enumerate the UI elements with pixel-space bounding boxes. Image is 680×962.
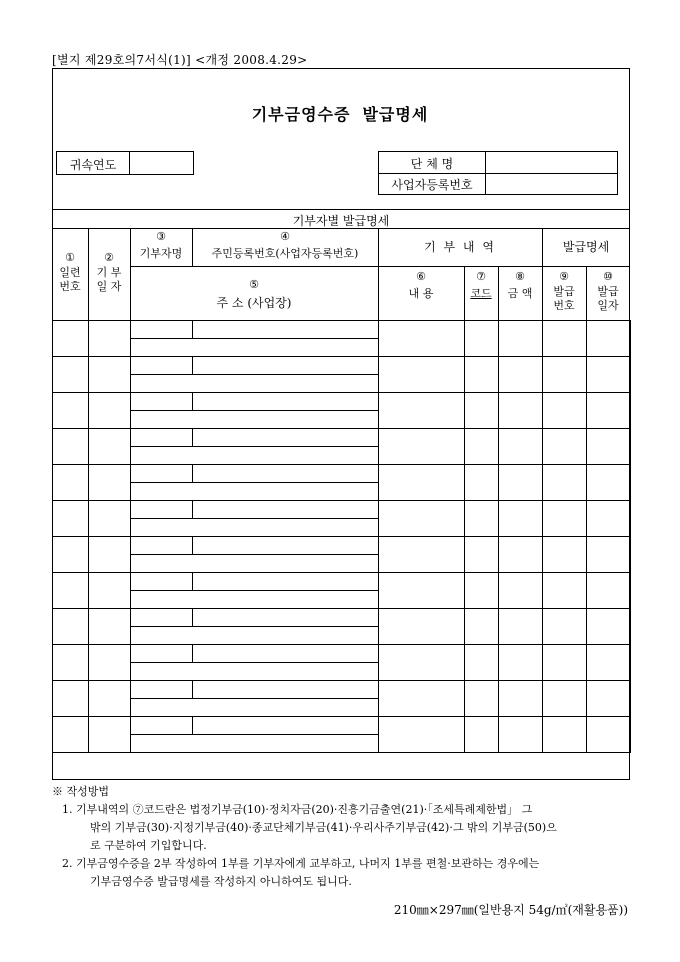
content-cell[interactable] xyxy=(379,321,465,357)
col10-num: ⑩ xyxy=(603,270,613,283)
amount-cell[interactable] xyxy=(499,429,543,465)
amount-cell[interactable] xyxy=(499,537,543,573)
issue-no-cell[interactable] xyxy=(543,357,587,393)
code-cell[interactable] xyxy=(465,321,499,357)
content-cell[interactable] xyxy=(379,717,465,753)
resident-no-cell[interactable] xyxy=(193,429,379,447)
serial-cell[interactable] xyxy=(53,717,89,753)
col5-label: 주 소 (사업장) xyxy=(216,296,292,310)
donor-name-cell[interactable] xyxy=(131,429,193,447)
donor-name-cell[interactable] xyxy=(131,501,193,519)
donation-date-cell[interactable] xyxy=(89,537,131,573)
table-row xyxy=(53,717,631,735)
issue-no-cell[interactable] xyxy=(543,645,587,681)
donation-date-cell[interactable] xyxy=(89,501,131,537)
serial-cell[interactable] xyxy=(53,357,89,393)
amount-cell[interactable] xyxy=(499,501,543,537)
amount-cell[interactable] xyxy=(499,321,543,357)
content-cell[interactable] xyxy=(379,645,465,681)
issue-date-cell[interactable] xyxy=(587,465,631,501)
donation-date-cell[interactable] xyxy=(89,357,131,393)
paper-spec: 210㎜×297㎜(일반용지 54g/㎡(재활용품)) xyxy=(393,903,628,917)
col4-label: 주민등록번호(사업자등록번호) xyxy=(211,247,359,260)
issue-date-cell[interactable] xyxy=(587,717,631,753)
donor-name-cell[interactable] xyxy=(131,321,193,339)
amount-cell[interactable] xyxy=(499,681,543,717)
serial-cell[interactable] xyxy=(53,681,89,717)
divider xyxy=(52,209,630,210)
content-cell[interactable] xyxy=(379,681,465,717)
divider xyxy=(52,228,630,229)
donation-date-cell[interactable] xyxy=(89,465,131,501)
address-cell[interactable] xyxy=(131,339,379,357)
resident-no-cell[interactable] xyxy=(193,645,379,663)
resident-no-cell[interactable] xyxy=(193,537,379,555)
address-cell[interactable] xyxy=(131,663,379,681)
year-input[interactable] xyxy=(130,152,193,174)
table-row xyxy=(53,321,631,339)
serial-cell[interactable] xyxy=(53,609,89,645)
instruction-2-line1: 2. 기부금영수증을 2부 작성하여 1부를 기부자에게 교부하고, 나머지 1부를 편철·보관하는 경우에는 xyxy=(62,857,540,870)
content-cell[interactable] xyxy=(379,357,465,393)
donor-name-cell[interactable] xyxy=(131,573,193,591)
table-row xyxy=(53,429,631,447)
amount-cell[interactable] xyxy=(499,465,543,501)
address-cell[interactable] xyxy=(131,375,379,393)
serial-cell[interactable] xyxy=(53,537,89,573)
content-cell[interactable] xyxy=(379,393,465,429)
code-cell[interactable] xyxy=(465,501,499,537)
issue-no-cell[interactable] xyxy=(543,681,587,717)
data-table xyxy=(52,320,631,753)
address-cell[interactable] xyxy=(131,483,379,501)
group-info-box xyxy=(378,151,618,195)
col9-label: 발급 번호 xyxy=(553,285,575,312)
issue-date-cell[interactable] xyxy=(587,645,631,681)
code-cell[interactable] xyxy=(465,645,499,681)
content-cell[interactable] xyxy=(379,609,465,645)
donation-date-cell[interactable] xyxy=(89,717,131,753)
issue-date-cell[interactable] xyxy=(587,537,631,573)
title-part2: 발급명세 xyxy=(362,105,429,124)
resident-no-cell[interactable] xyxy=(193,609,379,627)
issue-date-cell[interactable] xyxy=(587,681,631,717)
serial-cell[interactable] xyxy=(53,429,89,465)
code-cell[interactable] xyxy=(465,393,499,429)
biz-no-label: 사업자등록번호 xyxy=(391,178,473,192)
address-cell[interactable] xyxy=(131,735,379,753)
table-row xyxy=(53,645,631,663)
serial-cell[interactable] xyxy=(53,393,89,429)
title-part1: 기부금영수증 xyxy=(251,105,351,124)
issue-date-cell[interactable] xyxy=(587,393,631,429)
donation-date-cell[interactable] xyxy=(89,609,131,645)
issue-no-cell[interactable] xyxy=(543,393,587,429)
col7-label: 코드 xyxy=(470,287,492,300)
col3-label: 기부자명 xyxy=(139,247,183,260)
instruction-1-line2: 밖의 기부금(30)·지정기부금(40)·종교단체기부금(41)·우리사주기부금(42)·그 밖의 기부금(50)으 xyxy=(90,821,557,834)
table-row xyxy=(53,681,631,699)
code-cell[interactable] xyxy=(465,429,499,465)
col6-num: ⑥ xyxy=(416,270,426,283)
section-title: 기부자별 발급명세 xyxy=(292,214,390,228)
serial-cell[interactable] xyxy=(53,573,89,609)
col8-num: ⑧ xyxy=(515,270,525,283)
issue-no-cell[interactable] xyxy=(543,429,587,465)
donation-date-cell[interactable] xyxy=(89,393,131,429)
col2-label: 기 부 일 자 xyxy=(96,266,122,293)
address-cell[interactable] xyxy=(131,519,379,537)
issue-no-cell[interactable] xyxy=(543,537,587,573)
donation-date-cell[interactable] xyxy=(89,645,131,681)
table-row xyxy=(53,537,631,555)
col10-label: 발급 일자 xyxy=(597,285,619,312)
resident-no-cell[interactable] xyxy=(193,681,379,699)
resident-no-cell[interactable] xyxy=(193,717,379,735)
issue-no-cell[interactable] xyxy=(543,717,587,753)
col9-num: ⑨ xyxy=(559,270,569,283)
biz-no-input[interactable] xyxy=(486,174,617,194)
group-name-label: 단 체 명 xyxy=(410,157,454,171)
issue-date-cell[interactable] xyxy=(587,321,631,357)
code-cell[interactable] xyxy=(465,681,499,717)
address-cell[interactable] xyxy=(131,447,379,465)
instruction-2-line2: 기부금영수증 발급명세를 작성하지 아니하여도 됩니다. xyxy=(90,875,352,888)
issue-date-cell[interactable] xyxy=(587,429,631,465)
col5-num: ⑤ xyxy=(249,278,259,291)
col3-num: ③ xyxy=(156,230,166,243)
code-cell[interactable] xyxy=(465,609,499,645)
code-cell[interactable] xyxy=(465,717,499,753)
table-row xyxy=(53,393,631,411)
address-cell[interactable] xyxy=(131,411,379,429)
donation-date-cell[interactable] xyxy=(89,429,131,465)
table-row xyxy=(53,357,631,375)
amount-cell[interactable] xyxy=(499,717,543,753)
divider xyxy=(130,266,630,267)
resident-no-cell[interactable] xyxy=(193,321,379,339)
serial-cell[interactable] xyxy=(53,501,89,537)
code-cell[interactable] xyxy=(465,573,499,609)
donation-date-cell[interactable] xyxy=(89,681,131,717)
instruction-1-line1: 1. 기부내역의 ⑦코드란은 법정기부금(10)·정치자금(20)·진흥기금출연(21)·「조세특례제한법」 그 xyxy=(62,803,533,816)
issue-no-cell[interactable] xyxy=(543,609,587,645)
address-cell[interactable] xyxy=(131,555,379,573)
issue-group-label: 발급명세 xyxy=(562,240,610,254)
donor-name-cell[interactable] xyxy=(131,717,193,735)
form-reference: [별지 제29호의7서식(1)] <개정 2008.4.29> xyxy=(52,53,308,67)
donor-name-cell[interactable] xyxy=(131,465,193,483)
code-cell[interactable] xyxy=(465,465,499,501)
issue-date-cell[interactable] xyxy=(587,609,631,645)
donation-date-cell[interactable] xyxy=(89,321,131,357)
content-cell[interactable] xyxy=(379,465,465,501)
serial-cell[interactable] xyxy=(53,321,89,357)
donor-name-cell[interactable] xyxy=(131,681,193,699)
instructions xyxy=(52,783,630,891)
issue-no-cell[interactable] xyxy=(543,321,587,357)
issue-date-cell[interactable] xyxy=(587,573,631,609)
serial-cell[interactable] xyxy=(53,465,89,501)
issue-no-cell[interactable] xyxy=(543,465,587,501)
page-title xyxy=(0,102,680,125)
table-row xyxy=(53,609,631,627)
table-row xyxy=(53,573,631,591)
year-label: 귀속연도 xyxy=(69,158,117,172)
amount-cell[interactable] xyxy=(499,609,543,645)
issue-no-cell[interactable] xyxy=(543,573,587,609)
table-row xyxy=(53,465,631,483)
col1-label: 일련 번호 xyxy=(59,266,81,293)
amount-cell[interactable] xyxy=(499,573,543,609)
code-cell[interactable] xyxy=(465,537,499,573)
issue-no-cell[interactable] xyxy=(543,501,587,537)
donor-name-cell[interactable] xyxy=(131,645,193,663)
resident-no-cell[interactable] xyxy=(193,501,379,519)
resident-no-cell[interactable] xyxy=(193,357,379,375)
col4-num: ④ xyxy=(280,230,290,243)
resident-no-cell[interactable] xyxy=(193,465,379,483)
content-cell[interactable] xyxy=(379,537,465,573)
resident-no-cell[interactable] xyxy=(193,393,379,411)
content-cell[interactable] xyxy=(379,573,465,609)
year-box xyxy=(56,151,194,175)
content-cell[interactable] xyxy=(379,501,465,537)
resident-no-cell[interactable] xyxy=(193,573,379,591)
donor-name-cell[interactable] xyxy=(131,609,193,627)
group-name-input[interactable] xyxy=(486,152,617,173)
donor-name-cell[interactable] xyxy=(131,537,193,555)
col6-label: 내 용 xyxy=(408,287,434,300)
address-cell[interactable] xyxy=(131,591,379,609)
amount-cell[interactable] xyxy=(499,393,543,429)
col7-num: ⑦ xyxy=(476,270,486,283)
code-cell[interactable] xyxy=(465,357,499,393)
content-cell[interactable] xyxy=(379,429,465,465)
address-cell[interactable] xyxy=(131,627,379,645)
donation-date-cell[interactable] xyxy=(89,573,131,609)
table-row xyxy=(53,501,631,519)
donation-group-label: 기 부 내 역 xyxy=(424,240,496,254)
col8-label: 금 액 xyxy=(507,287,533,300)
amount-cell[interactable] xyxy=(499,357,543,393)
issue-date-cell[interactable] xyxy=(587,357,631,393)
address-cell[interactable] xyxy=(131,699,379,717)
col1-num: ① xyxy=(65,251,75,264)
instruction-1-line3: 로 구분하여 기입합니다. xyxy=(90,839,207,852)
donor-name-cell[interactable] xyxy=(131,393,193,411)
serial-cell[interactable] xyxy=(53,645,89,681)
col2-num: ② xyxy=(104,251,114,264)
amount-cell[interactable] xyxy=(499,645,543,681)
instructions-heading: ※ 작성방법 xyxy=(52,785,110,798)
issue-date-cell[interactable] xyxy=(587,501,631,537)
donor-name-cell[interactable] xyxy=(131,357,193,375)
